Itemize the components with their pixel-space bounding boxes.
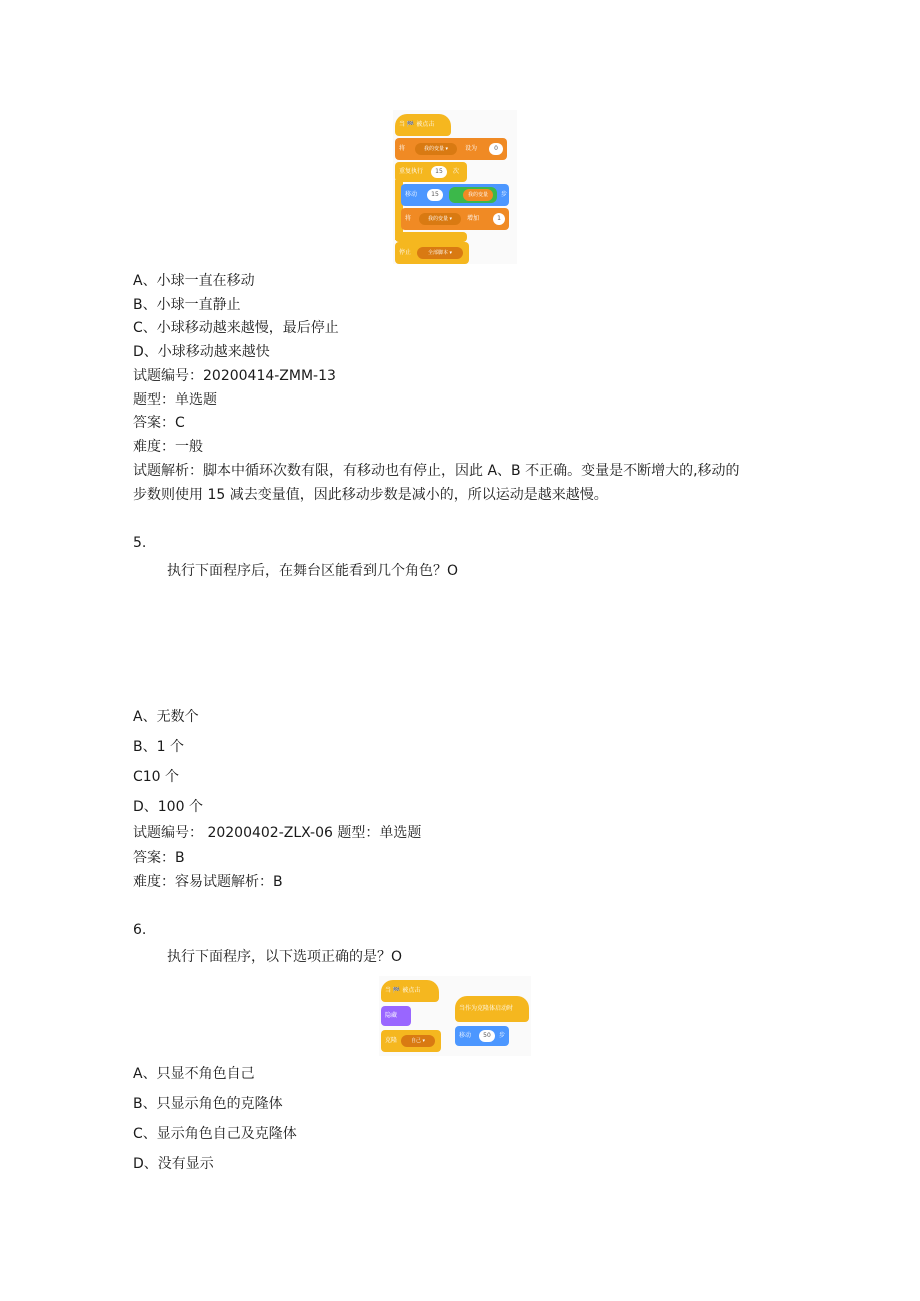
move-block	[401, 184, 509, 206]
move-steps-input: 50	[479, 1030, 495, 1042]
move-steps-input: 15	[427, 189, 443, 201]
q5-option-b: B、1 个	[133, 739, 184, 755]
q4-option-a: A、小球一直在移动	[133, 273, 255, 289]
q6-option-b: B、只显示角色的克隆体	[133, 1096, 283, 1112]
q4-option-d: D、小球移动越来越快	[133, 344, 270, 360]
change-variable-block	[401, 208, 509, 230]
q5-question-id-type: 试题编号： 20200402-ZLX-06 题型：单选题	[133, 825, 422, 841]
when-flag-clicked-block	[395, 114, 451, 136]
block-label: 次	[453, 168, 460, 175]
block-label: 重复执行	[399, 168, 424, 175]
q6-question: 执行下面程序，以下选项正确的是？O	[167, 949, 403, 965]
value-input: 1	[493, 213, 505, 225]
q4-analysis-line1: 试题解析：脚本中循环次数有限，有移动也有停止，因此 A、B 不正确。变量是不断增大的,移动的	[133, 463, 740, 479]
block-label: 步	[501, 191, 508, 198]
q4-question-id: 试题编号：20200414-ZMM-13	[133, 368, 336, 384]
q5-option-c: C10 个	[133, 769, 180, 785]
block-label: 克隆	[385, 1037, 398, 1044]
q6-option-d: D、没有显示	[133, 1156, 214, 1172]
block-label: 当 🏁 被点击	[385, 987, 421, 994]
block-label: 隐藏	[385, 1012, 398, 1019]
block-label: 移动	[405, 191, 418, 198]
value-input: 0	[489, 143, 503, 155]
variable-dropdown: 我的变量 ▾	[419, 213, 461, 225]
repeat-block	[395, 162, 467, 182]
q6-scratch-script-image	[379, 976, 531, 1056]
set-variable-block	[395, 138, 507, 160]
repeat-end	[395, 232, 467, 242]
block-label: 增加	[467, 215, 480, 222]
subtract-operator	[449, 187, 497, 203]
q5-answer: 答案：B	[133, 850, 185, 866]
q5-question: 执行下面程序后，在舞台区能看到几个角色？O	[167, 563, 459, 579]
variable-reporter: 我的变量	[463, 189, 493, 201]
clone-block	[381, 1030, 441, 1052]
q5-option-a: A、无数个	[133, 709, 199, 725]
q4-scratch-script-image	[393, 110, 517, 264]
q5-difficulty-analysis: 难度：容易试题解析：B	[133, 874, 283, 890]
block-label: 将	[405, 215, 412, 222]
q5-option-d: D、100 个	[133, 799, 203, 815]
q4-option-c: C、小球移动越来越慢，最后停止	[133, 320, 339, 336]
q6-option-a: A、只显不角色自己	[133, 1066, 255, 1082]
variable-dropdown: 我的变量 ▾	[415, 143, 457, 155]
q6-number: 6.	[133, 922, 147, 938]
block-label: 当 🏁 被点击	[399, 121, 435, 128]
block-label: 当作为克隆体启动时	[459, 1005, 514, 1012]
block-label: 移动	[459, 1032, 472, 1039]
q6-option-c: C、显示角色自己及克隆体	[133, 1126, 297, 1142]
q4-option-b: B、小球一直静止	[133, 297, 241, 313]
q4-answer: 答案：C	[133, 415, 185, 431]
q5-number: 5.	[133, 535, 147, 551]
block-label: 停止	[399, 249, 412, 256]
block-label: 步	[499, 1032, 506, 1039]
block-label: 将	[399, 145, 406, 152]
stop-dropdown: 全部脚本 ▾	[417, 247, 463, 259]
q4-difficulty: 难度：一般	[133, 439, 203, 455]
when-flag-clicked-block	[381, 980, 439, 1002]
when-start-as-clone-block	[455, 996, 529, 1022]
q4-analysis-line2: 步数则使用 15 减去变量值，因此移动步数是减小的，所以运动是越来越慢。	[133, 487, 608, 503]
clone-dropdown: 自己 ▾	[401, 1035, 435, 1047]
block-label: 设为	[465, 145, 478, 152]
hide-block	[381, 1006, 411, 1026]
stop-block	[395, 242, 469, 264]
q4-question-type: 题型：单选题	[133, 392, 217, 408]
repeat-count-input: 15	[431, 166, 447, 178]
move-block	[455, 1026, 509, 1046]
